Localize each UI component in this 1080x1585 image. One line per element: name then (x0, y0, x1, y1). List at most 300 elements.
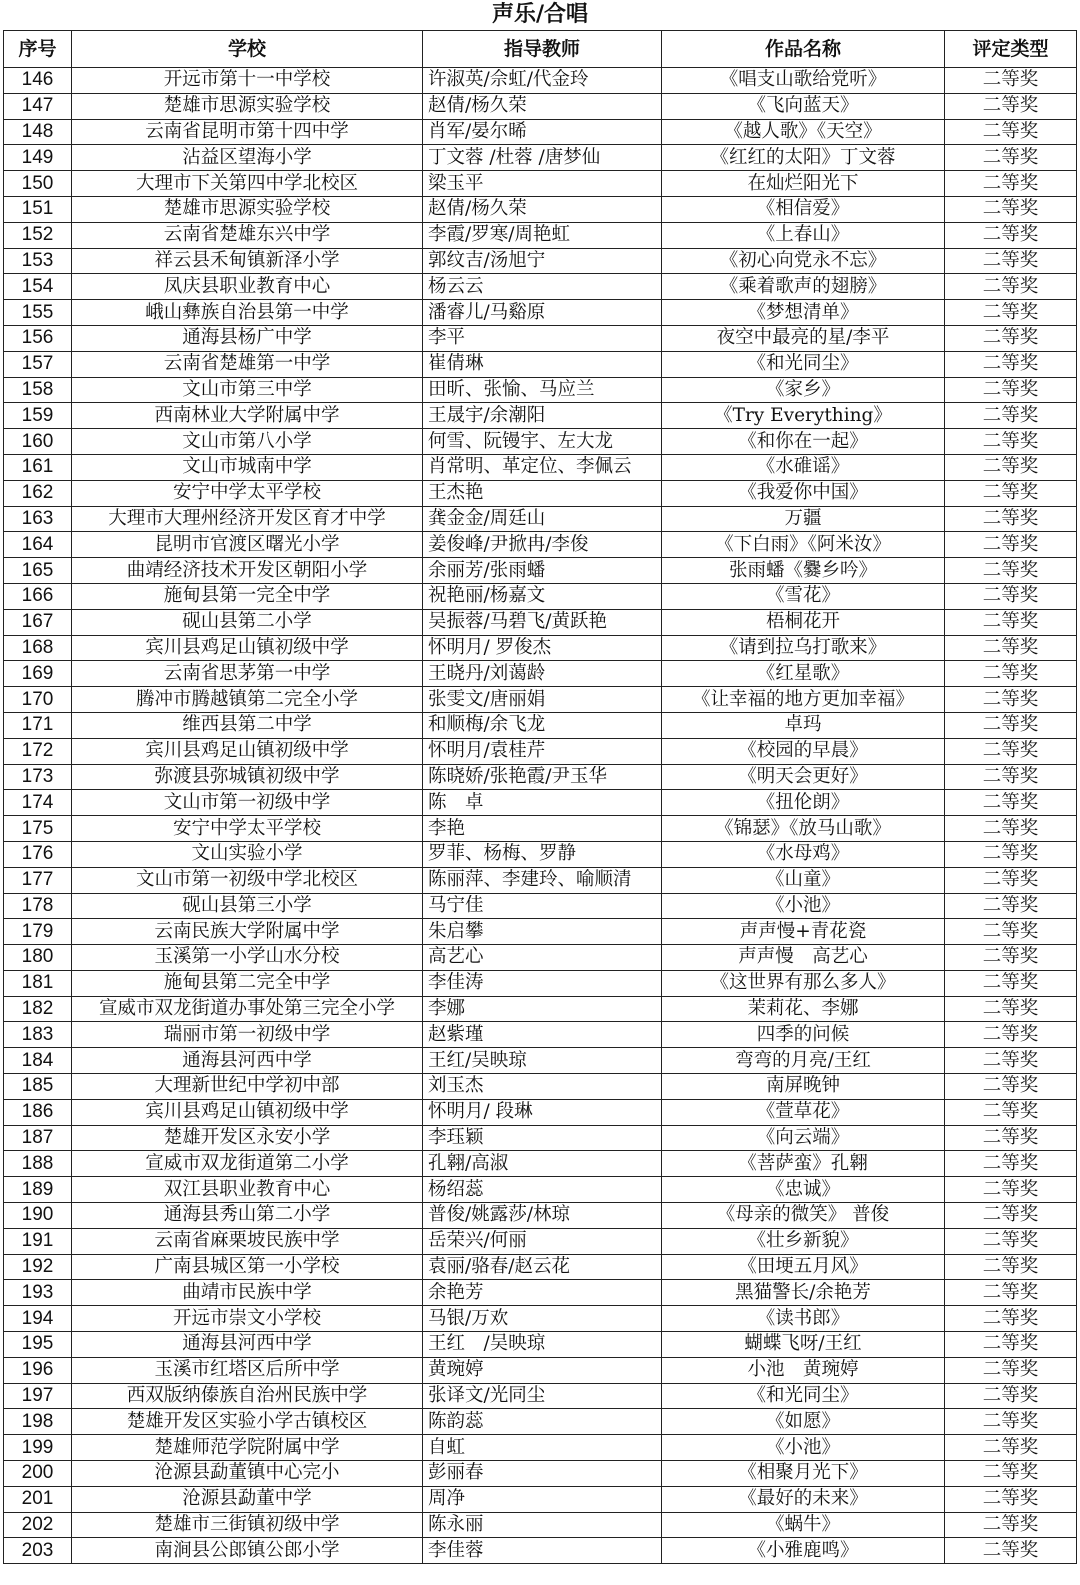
cell-teacher: 怀明月/袁桂芹 (423, 738, 662, 764)
cell-school: 开远市崇文小学校 (72, 1306, 423, 1332)
cell-work: 《相信爱》 (662, 196, 945, 222)
cell-no: 165 (4, 558, 72, 584)
cell-award: 二等奖 (945, 119, 1077, 145)
cell-school: 文山市第三中学 (72, 377, 423, 403)
cell-award: 二等奖 (945, 1151, 1077, 1177)
table-row (4, 145, 1077, 171)
cell-work: 《上春山》 (662, 222, 945, 248)
cell-no: 183 (4, 1022, 72, 1048)
table-row (4, 583, 1077, 609)
cell-no: 192 (4, 1254, 72, 1280)
cell-no: 198 (4, 1409, 72, 1435)
cell-school: 楚雄开发区实验小学古镇校区 (72, 1409, 423, 1435)
table-row (4, 274, 1077, 300)
cell-work: 在灿烂阳光下 (662, 171, 945, 197)
cell-work: 《和光同尘》 (662, 351, 945, 377)
cell-work: 《扭伦朗》 (662, 790, 945, 816)
table-row (4, 1228, 1077, 1254)
cell-award: 二等奖 (945, 635, 1077, 661)
cell-school: 开远市第十一中学校 (72, 68, 423, 94)
cell-teacher: 普俊/姚露莎/林琼 (423, 1203, 662, 1229)
cell-teacher: 田昕、张愉、马应兰 (423, 377, 662, 403)
table-row (4, 1435, 1077, 1461)
cell-teacher: 陈 卓 (423, 790, 662, 816)
table-row (4, 945, 1077, 971)
cell-work: 黑猫警长/余艳芳 (662, 1280, 945, 1306)
cell-award: 二等奖 (945, 351, 1077, 377)
table-row (4, 68, 1077, 94)
cell-school: 宣威市双龙街道办事处第三完全小学 (72, 996, 423, 1022)
cell-no: 166 (4, 583, 72, 609)
cell-no: 148 (4, 119, 72, 145)
cell-teacher: 周净 (423, 1486, 662, 1512)
header-teacher: 指导教师 (423, 31, 662, 68)
cell-work: 《壮乡新貌》 (662, 1228, 945, 1254)
cell-work: 《Try Everything》 (662, 403, 945, 429)
cell-school: 凤庆县职业教育中心 (72, 274, 423, 300)
cell-teacher: 肖军/晏尔晞 (423, 119, 662, 145)
cell-school: 峨山彝族自治县第一中学 (72, 300, 423, 326)
cell-no: 185 (4, 1074, 72, 1100)
cell-no: 199 (4, 1435, 72, 1461)
cell-teacher: 肖常明、革定位、李佩云 (423, 454, 662, 480)
table-row (4, 222, 1077, 248)
cell-no: 179 (4, 919, 72, 945)
cell-school: 宣威市双龙街道第二小学 (72, 1151, 423, 1177)
cell-teacher: 和顺梅/余飞龙 (423, 712, 662, 738)
cell-no: 159 (4, 403, 72, 429)
cell-award: 二等奖 (945, 171, 1077, 197)
cell-no: 170 (4, 687, 72, 713)
cell-teacher: 李佳涛 (423, 970, 662, 996)
cell-school: 宾川县鸡足山镇初级中学 (72, 738, 423, 764)
table-row (4, 1022, 1077, 1048)
cell-school: 西双版纳傣族自治州民族中学 (72, 1383, 423, 1409)
cell-school: 云南民族大学附属中学 (72, 919, 423, 945)
cell-teacher: 朱启攀 (423, 919, 662, 945)
cell-work: 《和你在一起》 (662, 429, 945, 455)
table-row (4, 1177, 1077, 1203)
cell-no: 194 (4, 1306, 72, 1332)
cell-no: 182 (4, 996, 72, 1022)
table-row (4, 196, 1077, 222)
cell-no: 168 (4, 635, 72, 661)
cell-no: 186 (4, 1099, 72, 1125)
cell-teacher: 王晟宇/余潮阳 (423, 403, 662, 429)
cell-school: 通海县秀山第二小学 (72, 1203, 423, 1229)
cell-school: 安宁中学太平学校 (72, 816, 423, 842)
table-row (4, 764, 1077, 790)
cell-teacher: 怀明月/ 段琳 (423, 1099, 662, 1125)
cell-no: 190 (4, 1203, 72, 1229)
cell-award: 二等奖 (945, 145, 1077, 171)
table-row (4, 1409, 1077, 1435)
cell-award: 二等奖 (945, 1486, 1077, 1512)
cell-no: 181 (4, 970, 72, 996)
cell-school: 楚雄市思源实验学校 (72, 93, 423, 119)
cell-award: 二等奖 (945, 1512, 1077, 1538)
cell-award: 二等奖 (945, 1022, 1077, 1048)
cell-work: 弯弯的月亮/王红 (662, 1048, 945, 1074)
cell-teacher: 许淑英/佘虹/代金玲 (423, 68, 662, 94)
cell-no: 146 (4, 68, 72, 94)
cell-school: 楚雄师范学院附属中学 (72, 1435, 423, 1461)
cell-award: 二等奖 (945, 738, 1077, 764)
cell-school: 云南省楚雄第一中学 (72, 351, 423, 377)
cell-school: 楚雄市思源实验学校 (72, 196, 423, 222)
table-row (4, 687, 1077, 713)
cell-teacher: 马宁佳 (423, 893, 662, 919)
page-title: 声乐/合唱 (491, 2, 589, 27)
cell-school: 祥云县禾甸镇新泽小学 (72, 248, 423, 274)
cell-school: 大理市下关第四中学北校区 (72, 171, 423, 197)
cell-school: 文山实验小学 (72, 841, 423, 867)
table-row (4, 1332, 1077, 1358)
cell-teacher: 怀明月/ 罗俊杰 (423, 635, 662, 661)
cell-school: 云南省思茅第一中学 (72, 661, 423, 687)
cell-work: 《红红的太阳》丁文蓉 (662, 145, 945, 171)
cell-work: 蝴蝶飞呀/王红 (662, 1332, 945, 1358)
table-row (4, 1254, 1077, 1280)
cell-work: 《锦瑟》《放马山歌》 (662, 816, 945, 842)
table-row (4, 919, 1077, 945)
cell-award: 二等奖 (945, 609, 1077, 635)
table-row (4, 893, 1077, 919)
cell-teacher: 刘玉杰 (423, 1074, 662, 1100)
table-row (4, 996, 1077, 1022)
cell-school: 曲靖经济技术开发区朝阳小学 (72, 558, 423, 584)
table-row (4, 1538, 1077, 1564)
cell-school: 双江县职业教育中心 (72, 1177, 423, 1203)
header-no: 序号 (4, 31, 72, 68)
cell-award: 二等奖 (945, 1332, 1077, 1358)
cell-award: 二等奖 (945, 816, 1077, 842)
cell-no: 155 (4, 300, 72, 326)
cell-work: 声声慢+青花瓷 (662, 919, 945, 945)
cell-school: 沾益区望海小学 (72, 145, 423, 171)
cell-work: 《菩萨蛮》孔翱 (662, 1151, 945, 1177)
cell-teacher: 李霞/罗寒/周艳虹 (423, 222, 662, 248)
cell-school: 云南省昆明市第十四中学 (72, 119, 423, 145)
cell-award: 二等奖 (945, 1357, 1077, 1383)
cell-no: 162 (4, 480, 72, 506)
cell-teacher: 王晓丹/刘蔼龄 (423, 661, 662, 687)
cell-no: 154 (4, 274, 72, 300)
cell-award: 二等奖 (945, 1099, 1077, 1125)
table-row (4, 1357, 1077, 1383)
cell-work: 《让幸福的地方更加幸福》 (662, 687, 945, 713)
table-row (4, 635, 1077, 661)
table-row (4, 119, 1077, 145)
cell-work: 《读书郎》 (662, 1306, 945, 1332)
cell-no: 200 (4, 1461, 72, 1487)
table-row (4, 841, 1077, 867)
cell-no: 173 (4, 764, 72, 790)
cell-school: 大理新世纪中学初中部 (72, 1074, 423, 1100)
cell-teacher: 张译文/光同尘 (423, 1383, 662, 1409)
cell-no: 189 (4, 1177, 72, 1203)
cell-award: 二等奖 (945, 764, 1077, 790)
cell-no: 171 (4, 712, 72, 738)
cell-no: 169 (4, 661, 72, 687)
cell-teacher: 郭纹吉/汤旭宁 (423, 248, 662, 274)
cell-school: 沧源县勐董中学 (72, 1486, 423, 1512)
cell-award: 二等奖 (945, 1125, 1077, 1151)
cell-award: 二等奖 (945, 1177, 1077, 1203)
cell-award: 二等奖 (945, 480, 1077, 506)
cell-school: 施甸县第二完全中学 (72, 970, 423, 996)
cell-school: 瑞丽市第一初级中学 (72, 1022, 423, 1048)
cell-award: 二等奖 (945, 583, 1077, 609)
cell-no: 174 (4, 790, 72, 816)
cell-work: 《萱草花》 (662, 1099, 945, 1125)
table-row (4, 609, 1077, 635)
award-table (3, 30, 1077, 1564)
cell-teacher: 丁文蓉 /杜蓉 /唐梦仙 (423, 145, 662, 171)
cell-award: 二等奖 (945, 712, 1077, 738)
cell-award: 二等奖 (945, 661, 1077, 687)
table-row (4, 429, 1077, 455)
cell-teacher: 孔翱/高淑 (423, 1151, 662, 1177)
cell-work: 《我爱你中国》 (662, 480, 945, 506)
cell-no: 201 (4, 1486, 72, 1512)
cell-work: 《相聚月光下》 (662, 1461, 945, 1487)
cell-school: 宾川县鸡足山镇初级中学 (72, 1099, 423, 1125)
cell-school: 楚雄市三街镇初级中学 (72, 1512, 423, 1538)
cell-no: 152 (4, 222, 72, 248)
cell-school: 南涧县公郎镇公郎小学 (72, 1538, 423, 1564)
cell-work: 夜空中最亮的星/李平 (662, 325, 945, 351)
cell-work: 《蜗牛》 (662, 1512, 945, 1538)
cell-school: 西南林业大学附属中学 (72, 403, 423, 429)
cell-award: 二等奖 (945, 274, 1077, 300)
cell-school: 施甸县第一完全中学 (72, 583, 423, 609)
cell-teacher: 高艺心 (423, 945, 662, 971)
cell-work: 茉莉花、李娜 (662, 996, 945, 1022)
cell-work: 《最好的未来》 (662, 1486, 945, 1512)
cell-no: 161 (4, 454, 72, 480)
cell-school: 玉溪市红塔区后所中学 (72, 1357, 423, 1383)
cell-school: 文山市城南中学 (72, 454, 423, 480)
cell-school: 文山市第一初级中学 (72, 790, 423, 816)
cell-no: 163 (4, 506, 72, 532)
cell-school: 维西县第二中学 (72, 712, 423, 738)
cell-award: 二等奖 (945, 687, 1077, 713)
cell-no: 167 (4, 609, 72, 635)
cell-work: 《校园的早晨》 (662, 738, 945, 764)
table-row (4, 816, 1077, 842)
cell-award: 二等奖 (945, 1228, 1077, 1254)
cell-school: 砚山县第三小学 (72, 893, 423, 919)
table-row (4, 403, 1077, 429)
cell-teacher: 自虹 (423, 1435, 662, 1461)
header-award: 评定类型 (945, 31, 1077, 68)
table-row (4, 93, 1077, 119)
cell-work: 卓玛 (662, 712, 945, 738)
cell-work: 梧桐花开 (662, 609, 945, 635)
cell-teacher: 陈丽萍、李建玲、喻顺清 (423, 867, 662, 893)
cell-teacher: 李娜 (423, 996, 662, 1022)
cell-no: 157 (4, 351, 72, 377)
table-row (4, 532, 1077, 558)
cell-no: 160 (4, 429, 72, 455)
cell-work: 《小雅鹿鸣》 (662, 1538, 945, 1564)
cell-work: 小池 黄琬婷 (662, 1357, 945, 1383)
cell-school: 楚雄开发区永安小学 (72, 1125, 423, 1151)
table-row (4, 661, 1077, 687)
cell-school: 宾川县鸡足山镇初级中学 (72, 635, 423, 661)
cell-award: 二等奖 (945, 68, 1077, 94)
table-row (4, 248, 1077, 274)
cell-school: 云南省楚雄东兴中学 (72, 222, 423, 248)
cell-teacher: 余艳芳 (423, 1280, 662, 1306)
table-row (4, 351, 1077, 377)
cell-teacher: 李珏颖 (423, 1125, 662, 1151)
table-row (4, 1383, 1077, 1409)
cell-no: 176 (4, 841, 72, 867)
cell-no: 150 (4, 171, 72, 197)
table-row (4, 970, 1077, 996)
cell-award: 二等奖 (945, 222, 1077, 248)
cell-award: 二等奖 (945, 248, 1077, 274)
cell-no: 177 (4, 867, 72, 893)
cell-school: 玉溪第一小学山水分校 (72, 945, 423, 971)
cell-school: 文山市第八小学 (72, 429, 423, 455)
table-row (4, 1125, 1077, 1151)
cell-no: 164 (4, 532, 72, 558)
table-row (4, 1280, 1077, 1306)
cell-award: 二等奖 (945, 377, 1077, 403)
cell-teacher: 王红/吴映琼 (423, 1048, 662, 1074)
cell-award: 二等奖 (945, 996, 1077, 1022)
cell-school: 云南省麻栗坡民族中学 (72, 1228, 423, 1254)
cell-teacher: 岳荣兴/何丽 (423, 1228, 662, 1254)
cell-award: 二等奖 (945, 429, 1077, 455)
cell-teacher: 吴振蓉/马碧飞/黄跃艳 (423, 609, 662, 635)
cell-award: 二等奖 (945, 1203, 1077, 1229)
cell-teacher: 赵紫瑾 (423, 1022, 662, 1048)
table-row (4, 454, 1077, 480)
cell-award: 二等奖 (945, 1254, 1077, 1280)
cell-no: 147 (4, 93, 72, 119)
table-row (4, 1306, 1077, 1332)
table-row (4, 300, 1077, 326)
cell-no: 197 (4, 1383, 72, 1409)
cell-award: 二等奖 (945, 558, 1077, 584)
cell-teacher: 袁丽/骆春/赵云花 (423, 1254, 662, 1280)
cell-teacher: 杨云云 (423, 274, 662, 300)
table-row (4, 1512, 1077, 1538)
cell-no: 193 (4, 1280, 72, 1306)
cell-teacher: 梁玉平 (423, 171, 662, 197)
cell-work: 《雪花》 (662, 583, 945, 609)
cell-work: 万疆 (662, 506, 945, 532)
cell-award: 二等奖 (945, 867, 1077, 893)
cell-work: 声声慢 高艺心 (662, 945, 945, 971)
cell-teacher: 祝艳丽/杨嘉文 (423, 583, 662, 609)
cell-award: 二等奖 (945, 300, 1077, 326)
table-row (4, 377, 1077, 403)
cell-school: 沧源县勐董镇中心完小 (72, 1461, 423, 1487)
cell-teacher: 李平 (423, 325, 662, 351)
cell-work: 《水碓谣》 (662, 454, 945, 480)
cell-work: 《明天会更好》 (662, 764, 945, 790)
cell-no: 178 (4, 893, 72, 919)
cell-school: 通海县河西中学 (72, 1332, 423, 1358)
cell-work: 《乘着歌声的翅膀》 (662, 274, 945, 300)
cell-school: 安宁中学太平学校 (72, 480, 423, 506)
table-row (4, 1048, 1077, 1074)
cell-work: 《家乡》 (662, 377, 945, 403)
cell-teacher: 李艳 (423, 816, 662, 842)
cell-school: 广南县城区第一小学校 (72, 1254, 423, 1280)
cell-award: 二等奖 (945, 1048, 1077, 1074)
cell-teacher: 王杰艳 (423, 480, 662, 506)
cell-no: 158 (4, 377, 72, 403)
cell-award: 二等奖 (945, 1383, 1077, 1409)
cell-work: 《这世界有那么多人》 (662, 970, 945, 996)
table-row (4, 558, 1077, 584)
table-row (4, 712, 1077, 738)
cell-work: 张雨蟠《爨乡吟》 (662, 558, 945, 584)
cell-award: 二等奖 (945, 1538, 1077, 1564)
cell-teacher: 崔倩琳 (423, 351, 662, 377)
cell-no: 202 (4, 1512, 72, 1538)
table-row (4, 790, 1077, 816)
cell-no: 188 (4, 1151, 72, 1177)
cell-teacher: 余丽芳/张雨蟠 (423, 558, 662, 584)
cell-work: 《初心向党永不忘》 (662, 248, 945, 274)
cell-school: 昆明市官渡区曙光小学 (72, 532, 423, 558)
table-row (4, 506, 1077, 532)
cell-teacher: 陈永丽 (423, 1512, 662, 1538)
cell-award: 二等奖 (945, 1074, 1077, 1100)
cell-award: 二等奖 (945, 454, 1077, 480)
cell-award: 二等奖 (945, 196, 1077, 222)
cell-work: 《请到拉乌打歌来》 (662, 635, 945, 661)
cell-no: 187 (4, 1125, 72, 1151)
cell-award: 二等奖 (945, 893, 1077, 919)
table-body (4, 68, 1077, 1564)
cell-award: 二等奖 (945, 919, 1077, 945)
table-row (4, 867, 1077, 893)
table-row (4, 1151, 1077, 1177)
cell-teacher: 罗菲、杨梅、罗静 (423, 841, 662, 867)
cell-no: 151 (4, 196, 72, 222)
table-row (4, 171, 1077, 197)
cell-no: 184 (4, 1048, 72, 1074)
header-school: 学校 (72, 31, 423, 68)
cell-teacher: 陈韵蕊 (423, 1409, 662, 1435)
cell-award: 二等奖 (945, 403, 1077, 429)
cell-award: 二等奖 (945, 841, 1077, 867)
cell-teacher: 赵倩/杨久荣 (423, 93, 662, 119)
cell-work: 《和光同尘》 (662, 1383, 945, 1409)
cell-teacher: 杨绍蕊 (423, 1177, 662, 1203)
cell-work: 南屏晚钟 (662, 1074, 945, 1100)
cell-no: 153 (4, 248, 72, 274)
cell-no: 203 (4, 1538, 72, 1564)
cell-work: 《向云端》 (662, 1125, 945, 1151)
cell-no: 191 (4, 1228, 72, 1254)
cell-teacher: 彭丽春 (423, 1461, 662, 1487)
cell-work: 《田埂五月风》 (662, 1254, 945, 1280)
cell-school: 文山市第一初级中学北校区 (72, 867, 423, 893)
cell-award: 二等奖 (945, 1306, 1077, 1332)
cell-award: 二等奖 (945, 970, 1077, 996)
table-row (4, 325, 1077, 351)
cell-work: 《飞向蓝天》 (662, 93, 945, 119)
